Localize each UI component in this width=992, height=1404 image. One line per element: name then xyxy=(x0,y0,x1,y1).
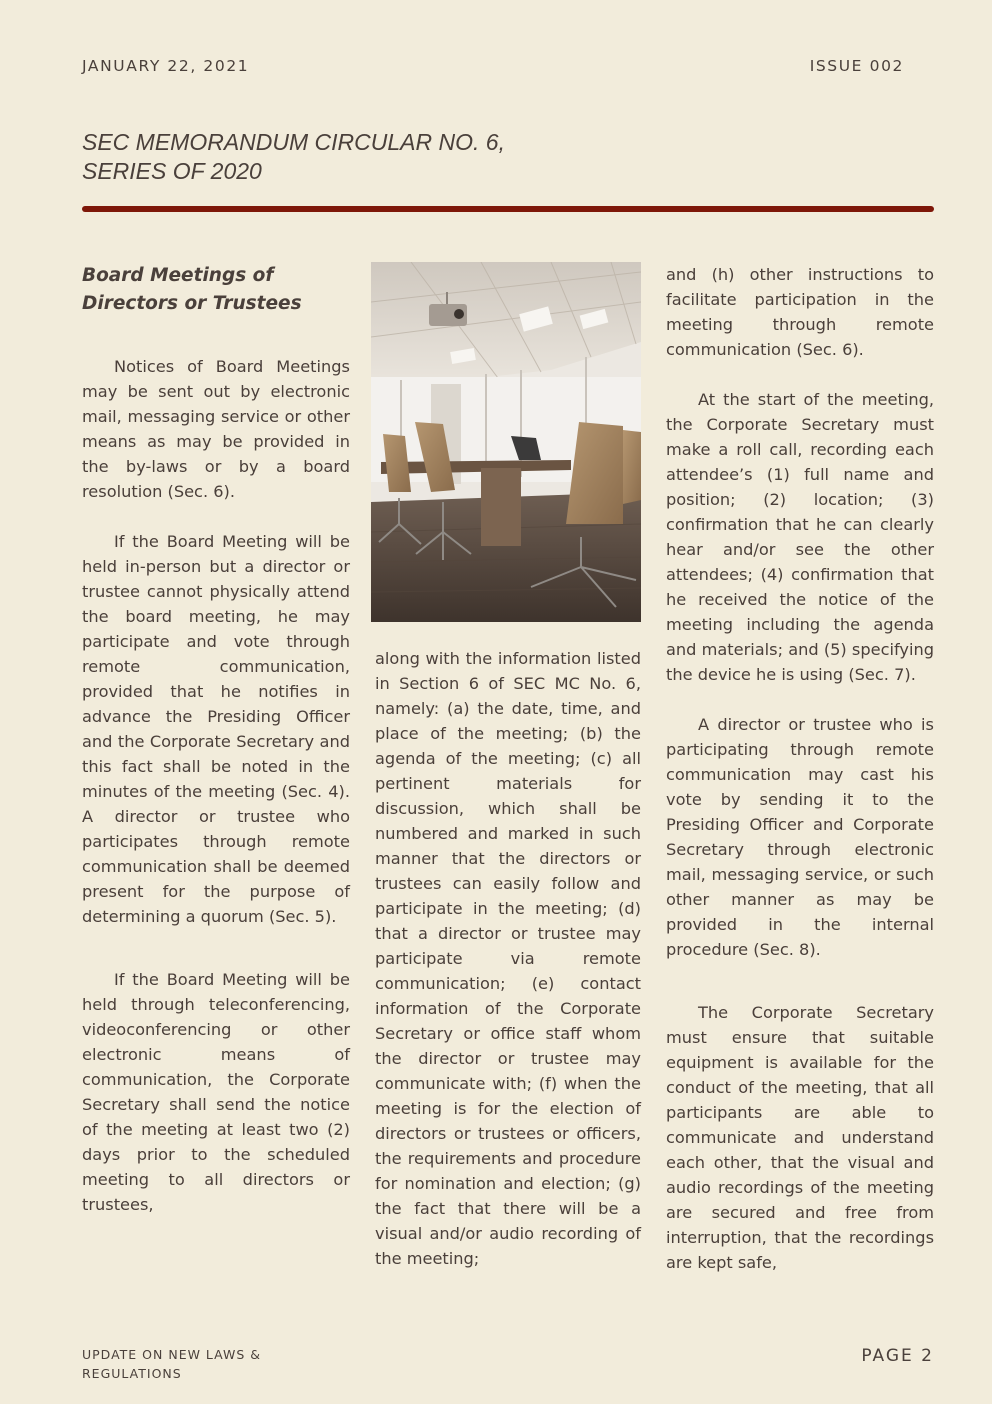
title-line-1: SEC MEMORANDUM CIRCULAR NO. 6, xyxy=(82,129,505,155)
header-issue: ISSUE 002 xyxy=(809,57,904,75)
paragraph: A director or trustee who is participating through remote communication may cast his vote by sending it to the Presiding Officer and Corporate Secretary through electronic mail, messaging service, or such other manner as may be provided in the internal procedure (Sec. 8). xyxy=(666,715,934,959)
article-column-3 xyxy=(666,262,934,1300)
header-date: JANUARY 22, 2021 xyxy=(82,57,250,75)
conference-room-photo xyxy=(371,262,641,622)
conference-room-image-icon xyxy=(371,262,641,622)
paragraph: At the start of the meeting, the Corporate Secretary must make a roll call, recording each attendee’s (1) full name and position; (2) location; (3) confirmation that he can clearly hear and/or see the other attendees; (4) confirmation that he received the notice of the meeting including the agenda and materials; and (5) specifying the device he is using (Sec. 7). xyxy=(666,390,934,684)
paragraph: Notices of Board Meetings may be sent out by electronic mail, messaging service or other means as may be provided in the by-laws or by a board resolution (Sec. 6). xyxy=(82,357,350,501)
paragraph: If the Board Meeting will be held in-person but a director or trustee cannot physically attend the board meeting, he may participate and vote through remote communication, provided that he notifies in advance the Presiding Officer and the Corporate Secretary and this fact shall be noted in the minutes of the meeting (Sec. 4). A director or trustee who participates through remote communication shall be deemed present for the purpose of determining a quorum (Sec. 5). xyxy=(82,532,350,926)
article-column-2 xyxy=(375,646,641,1296)
article-column-1 xyxy=(82,262,350,1242)
article-heading xyxy=(82,262,350,318)
page-title xyxy=(82,128,505,186)
paragraph: along with the information listed in Section 6 of SEC MC No. 6, namely: (a) the date, time, and place of the meeting; (b) the agenda of the meeting; (c) all pertinent materials for discussion, which shall be numbered and marked in such manner that the directors or trustees can easily follow and participate in the meeting; (d) that a director or trustee may participate via remote communication; (e) contact information of the Corporate Secretary or office staff whom the director or trustee may communicate with; (f) when the meeting is for the election of directors or trustees or officers, the requirements and procedure for nomination and election; (g) the fact that there will be a visual and/or audio recording of the meeting; xyxy=(375,649,641,1268)
paragraph: The Corporate Secretary must ensure that suitable equipment is available for the conduct of the meeting, that all participants are able to communicate and understand each other, that the visual and audio recordings of the meeting are secured and free from interruption, that the recordings are kept safe, xyxy=(666,1003,934,1272)
paragraph: and (h) other instructions to facilitate participation in the meeting through remote communication (Sec. 6). xyxy=(666,265,934,359)
article-heading-line-1: Board Meetings of xyxy=(82,265,274,286)
footer-section-label: UPDATE ON NEW LAWS & REGULATIONS xyxy=(82,1347,262,1381)
title-line-2: SERIES OF 2020 xyxy=(82,158,262,184)
page-number: PAGE 2 xyxy=(861,1346,934,1366)
article-heading-line-2: Directors or Trustees xyxy=(82,293,302,314)
title-divider xyxy=(82,206,934,212)
paragraph: If the Board Meeting will be held through teleconferencing, videoconferencing or other electronic means of communication, the Corporate Secretary shall send the notice of the meeting at least two (2) days prior to the scheduled meeting to all directors or trustees, xyxy=(82,970,350,1214)
